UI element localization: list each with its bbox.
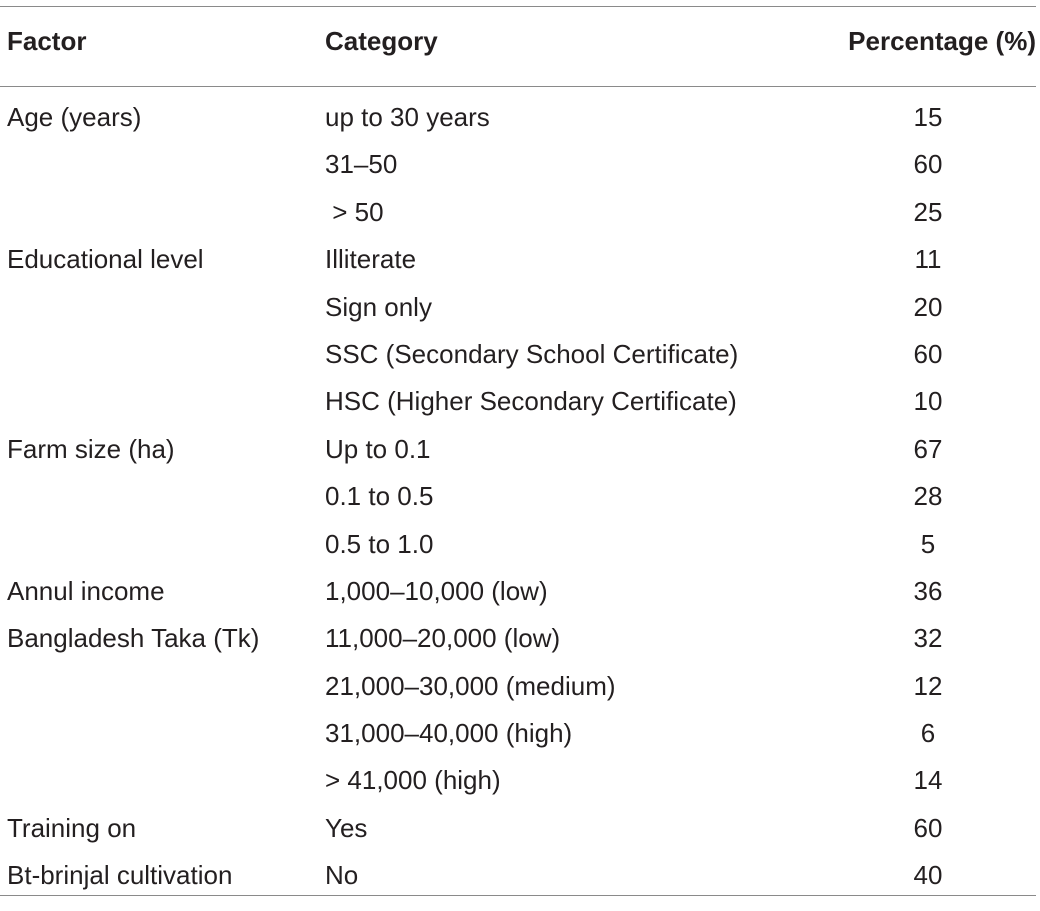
percentage-cell: 25 [913, 196, 943, 227]
factor-cell: Farm size (ha) [7, 433, 175, 464]
category-cell: Sign only [325, 291, 432, 322]
percentage-cell: 32 [913, 623, 943, 654]
table-row [0, 663, 1036, 710]
percentage-cell: 60 [913, 338, 943, 369]
table-row [0, 331, 1036, 378]
table-row [0, 284, 1036, 331]
percentage-cell: 36 [913, 575, 943, 606]
percentage-cell: 10 [913, 386, 943, 417]
percentage-cell: 12 [913, 670, 943, 701]
table-row [0, 189, 1036, 236]
category-cell: > 50 [325, 196, 384, 227]
category-cell: 31–50 [325, 149, 398, 180]
percentage-cell: 5 [920, 528, 936, 559]
header-percentage: Percentage (%) [848, 26, 1036, 56]
table-row [0, 615, 1036, 662]
category-cell: > 41,000 (high) [325, 765, 501, 796]
percentage-cell: 6 [920, 718, 936, 749]
table-row [0, 473, 1036, 520]
table-row [0, 710, 1036, 757]
category-cell: Up to 0.1 [325, 433, 431, 464]
category-cell: Yes [325, 812, 368, 843]
factor-cell: Bt-brinjal cultivation [7, 860, 233, 891]
table-row [0, 94, 1036, 141]
table-row [0, 141, 1036, 188]
table-body [0, 94, 1036, 900]
category-cell: 21,000–30,000 (medium) [325, 670, 616, 701]
table-header-rule [0, 86, 1036, 87]
category-cell: 0.5 to 1.0 [325, 528, 434, 559]
category-cell: 1,000–10,000 (low) [325, 575, 548, 606]
percentage-cell: 14 [913, 765, 943, 796]
category-cell: Illiterate [325, 244, 417, 275]
category-cell: 11,000–20,000 (low) [325, 623, 561, 654]
percentage-cell: 40 [913, 860, 943, 891]
category-cell: 31,000–40,000 (high) [325, 718, 573, 749]
table-row [0, 521, 1036, 568]
header-category: Category [325, 26, 438, 56]
category-cell: 0.1 to 0.5 [325, 481, 434, 512]
category-cell: up to 30 years [325, 102, 490, 132]
header-factor: Factor [7, 26, 87, 56]
percentage-cell: 60 [913, 149, 943, 180]
factor-cell: Annul income [7, 575, 165, 606]
table-row [0, 568, 1036, 615]
percentage-cell: 15 [913, 102, 943, 132]
category-cell: SSC (Secondary School Certificate) [325, 338, 739, 369]
factor-cell: Training on [7, 812, 137, 843]
table-top-rule [0, 6, 1036, 7]
percentage-cell: 11 [914, 244, 942, 275]
factor-cell: Bangladesh Taka (Tk) [7, 623, 260, 654]
table-row [0, 236, 1036, 283]
factor-cell: Educational level [7, 244, 204, 275]
table-row [0, 805, 1036, 852]
percentage-cell: 67 [913, 433, 943, 464]
factor-cell: Age (years) [7, 102, 142, 132]
category-cell: HSC (Higher Secondary Certificate) [325, 386, 737, 417]
table-header [0, 26, 1036, 66]
table-row [0, 757, 1036, 804]
percentage-cell: 60 [913, 812, 943, 843]
table-row [0, 426, 1036, 473]
table-row [0, 378, 1036, 425]
table-bottom-rule [0, 895, 1036, 896]
table-row [0, 852, 1036, 899]
percentage-cell: 28 [913, 481, 943, 512]
percentage-cell: 20 [913, 291, 943, 322]
category-cell: No [325, 860, 359, 891]
